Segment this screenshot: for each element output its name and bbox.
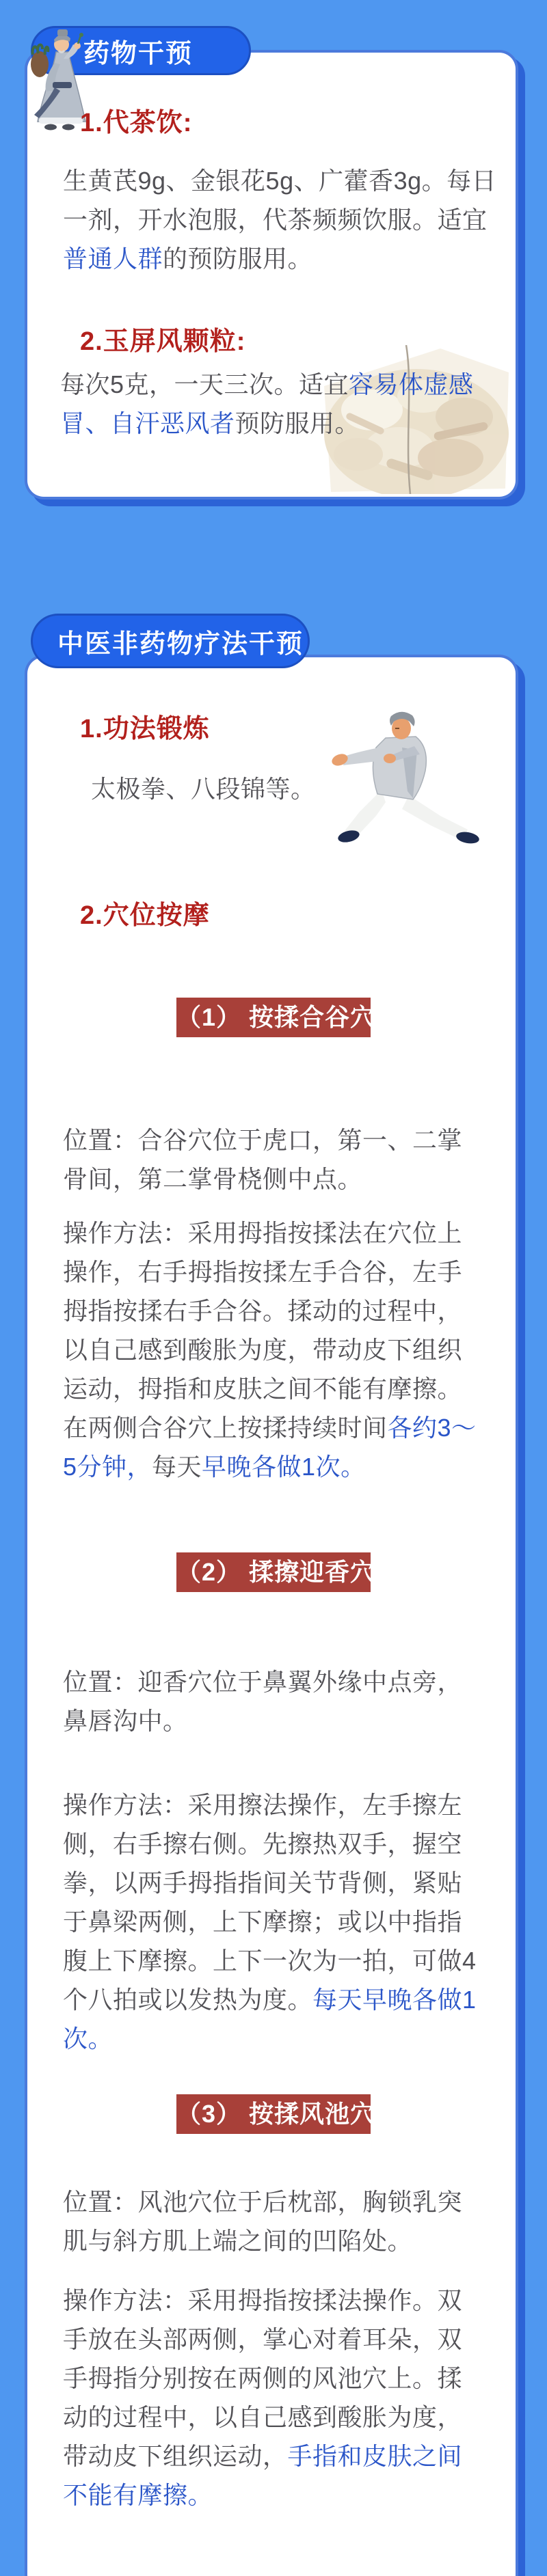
acupoint-2-location: 位置：迎香穴位于鼻翼外缘中点旁， 鼻唇沟中。 <box>63 1668 463 1735</box>
acupoint-3-title-box: （3） 按揉风池穴 <box>176 2094 371 2134</box>
section-heading-tea: 1.代茶饮: <box>80 109 193 137</box>
qigong-line: 太极拳、八段锦等。 <box>91 775 316 803</box>
section-heading-yupingfeng: 2.玉屏风颗粒: <box>80 327 246 356</box>
acupoint-2-title-box: （2） 揉擦迎香穴 <box>176 1552 371 1592</box>
medication-card-title: 药物干预 <box>83 39 194 68</box>
acupoint-1-title-box: （1） 按揉合谷穴 <box>176 998 371 1037</box>
acupoint-3-method: 操作方法：采用拇指按揉法操作。双 手放在头部两侧，掌心对着耳朵，双 手拇指分别按在两侧的风池穴上。揉 动的过程中，以自己感到酸胀为度， 带动皮下组织运动，手指和皮肤之间 不能有摩擦。 <box>63 2286 463 2509</box>
acupoint-1-location: 位置：合谷穴位于虎口，第一、二掌 骨间，第二掌骨桡侧中点。 <box>63 1126 463 1193</box>
tcm-card-header <box>31 614 310 668</box>
section-heading-acupressure: 2.穴位按摩 <box>80 901 210 930</box>
acupoint-1-method: 操作方法：采用拇指按揉法在穴位上 操作，右手拇指按揉左手合谷，左手 拇指按揉右手合谷。揉动的过程中， 以自己感到酸胀为度，带动皮下组织 运动，拇指和皮肤之间不能有摩擦。 在两侧合谷穴上按揉持续时间各约3～ 5分钟，每天早晚各做1次。 <box>63 1219 477 1481</box>
tea-description: 生黄芪9g、金银花5g、广藿香3g。每日 一剂，开水泡服，代茶频频饮服。适宜 普通人群的预防服用。 <box>63 167 497 273</box>
acupoint-2-method: 操作方法：采用擦法操作，左手擦左 侧，右手擦右侧。先擦热双手，握空 拳，以两手拇指指间关节背侧，紧贴 于鼻梁两侧，上下摩擦；或以中指指 腹上下摩擦。上下一次为一拍，可做4 个八拍或以发热为度。每天早晚各做1 次。 <box>63 1791 477 2053</box>
tcm-card-title: 中医非药物疗法干预 <box>57 629 304 659</box>
yupingfeng-description: 每次5克，一天三次。适宜容易体虚感 冒、自汗恶风者预防服用。 <box>60 370 474 437</box>
acupoint-3-location: 位置：风池穴位于后枕部，胸锁乳突 肌与斜方肌上端之间的凹陷处。 <box>63 2188 463 2255</box>
section-heading-qigong: 1.功法锻炼 <box>80 715 210 743</box>
taichi-figure-icon <box>319 708 483 853</box>
